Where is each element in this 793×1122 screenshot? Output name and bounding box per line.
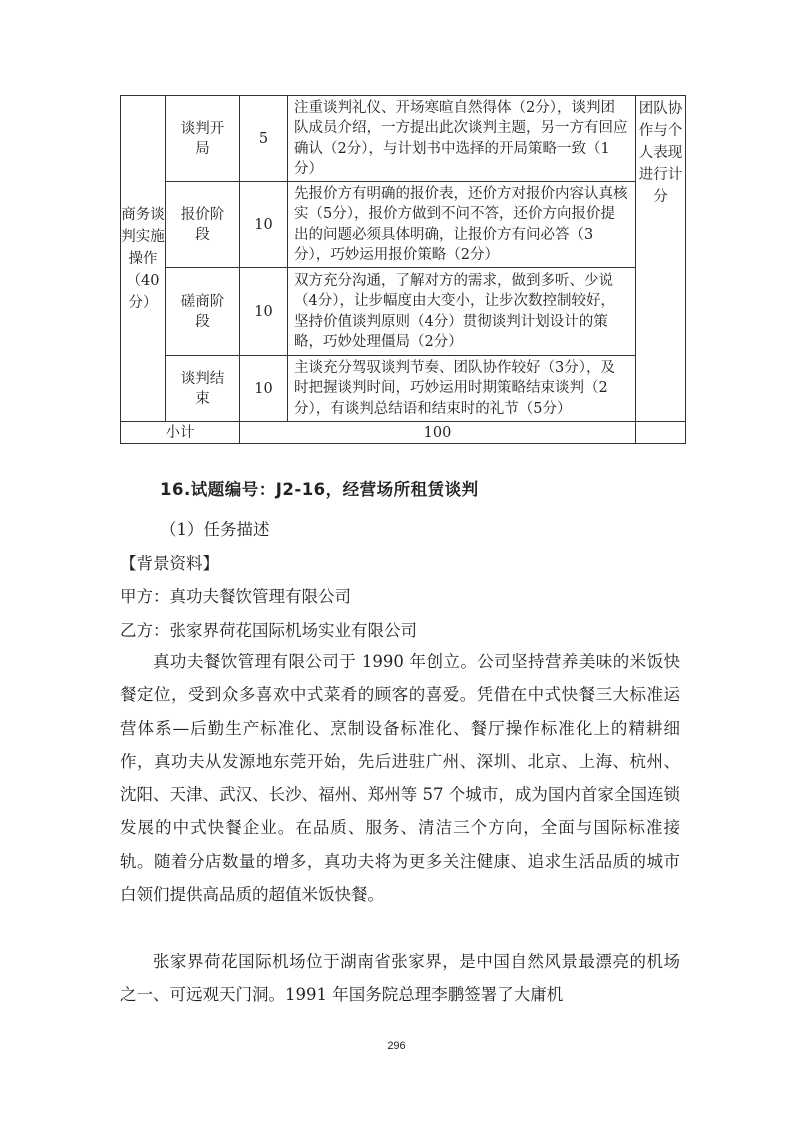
table-row — [121, 96, 686, 182]
task-label: （1）任务描述 — [160, 520, 270, 539]
stage-label: 谈判开局 — [180, 120, 225, 157]
stage-cell — [166, 96, 240, 182]
party-a-line: 甲方：真功夫餐饮管理有限公司 — [120, 587, 351, 606]
table-row — [121, 182, 686, 268]
stage-cell — [166, 356, 240, 422]
criteria-cell: 主谈充分驾驭谈判节奏、团队协作较好（3分），及时把握谈判时间，巧妙运用时期策略结束谈判（2分），有谈判总结语和结束时的礼节（5分） — [288, 356, 636, 422]
score-cell: 10 — [240, 356, 288, 422]
score-cell: 10 — [240, 182, 288, 268]
criteria-cell: 双方充分沟通，了解对方的需求，做到多听、少说（4分），让步幅度由大变小，让步次数控制较好，坚持价值谈判原则（4分）贯彻谈判计划设计的策略，巧妙处理僵局（2分） — [288, 268, 636, 356]
background-label: 【背景资料】 — [120, 554, 219, 573]
section-heading: 16.试题编号：J2-16，经营场所租赁谈判 — [160, 480, 479, 499]
criteria-cell: 先报价方有明确的报价表，还价方对报价内容认真核实（5分），报价方做到不问不答，还价方向报价提出的问题必须具体明确，让报价方有问必答（3分），巧妙运用报价策略（2分） — [288, 182, 636, 268]
company-paragraph: 真功夫餐饮管理有限公司于 1990 年创立。公司坚持营养美味的米饭快餐定位，受到众多喜欢中式菜肴的顾客的喜爱。凭借在中式快餐三大标准运营体系—后勤生产标准化、烹制设备标准化、餐厅操作标准化上的精耕细作，真功夫从发源地东莞开始，先后进驻广州、深圳、北京、上海、杭州、沈阳、天津、武汉、长沙、福州、郑州等 57 个城市，成为国内首家全国连锁发展的中式快餐企业。在品质、服务、清洁三个方向，全面与国际标准接轨。随着分店数量的增多，真功夫将为更多关注健康、追求生活品质的城市白领们提供高品质的超值米饭快餐。 — [120, 652, 680, 905]
stage-cell — [166, 268, 240, 356]
score-cell: 10 — [240, 268, 288, 356]
stage-label: 谈判结束 — [180, 370, 225, 407]
party-b-line: 乙方：张家界荷花国际机场实业有限公司 — [120, 621, 417, 640]
table-row — [121, 356, 686, 422]
table-row — [121, 268, 686, 356]
stage-cell — [166, 182, 240, 268]
score-cell: 5 — [240, 96, 288, 182]
category-cell: 商务谈判实施操作（40分） — [121, 96, 166, 422]
airport-paragraph: 张家界荷花国际机场位于湖南省张家界，是中国自然风景最漂亮的机场之一、可远观天门洞。1991 年国务院总理李鹏签署了大庸机 — [120, 952, 680, 1005]
page-number: 296 — [387, 1040, 406, 1052]
subtotal-value: 100 — [240, 422, 636, 444]
stage-label: 磋商阶段 — [180, 293, 225, 330]
scoring-table — [120, 95, 686, 444]
subtotal-row — [121, 422, 686, 444]
remark-cell: 团队协作与个人表现进行计分 — [636, 96, 686, 422]
subtotal-label: 小计 — [121, 422, 240, 444]
criteria-cell: 注重谈判礼仪、开场寒暄自然得体（2分），谈判团队成员介绍，一方提出此次谈判主题，另一方有回应确认（2分），与计划书中选择的开局策略一致（1分） — [288, 96, 636, 182]
stage-label: 报价阶段 — [180, 206, 225, 243]
subtotal-remark — [636, 422, 686, 444]
